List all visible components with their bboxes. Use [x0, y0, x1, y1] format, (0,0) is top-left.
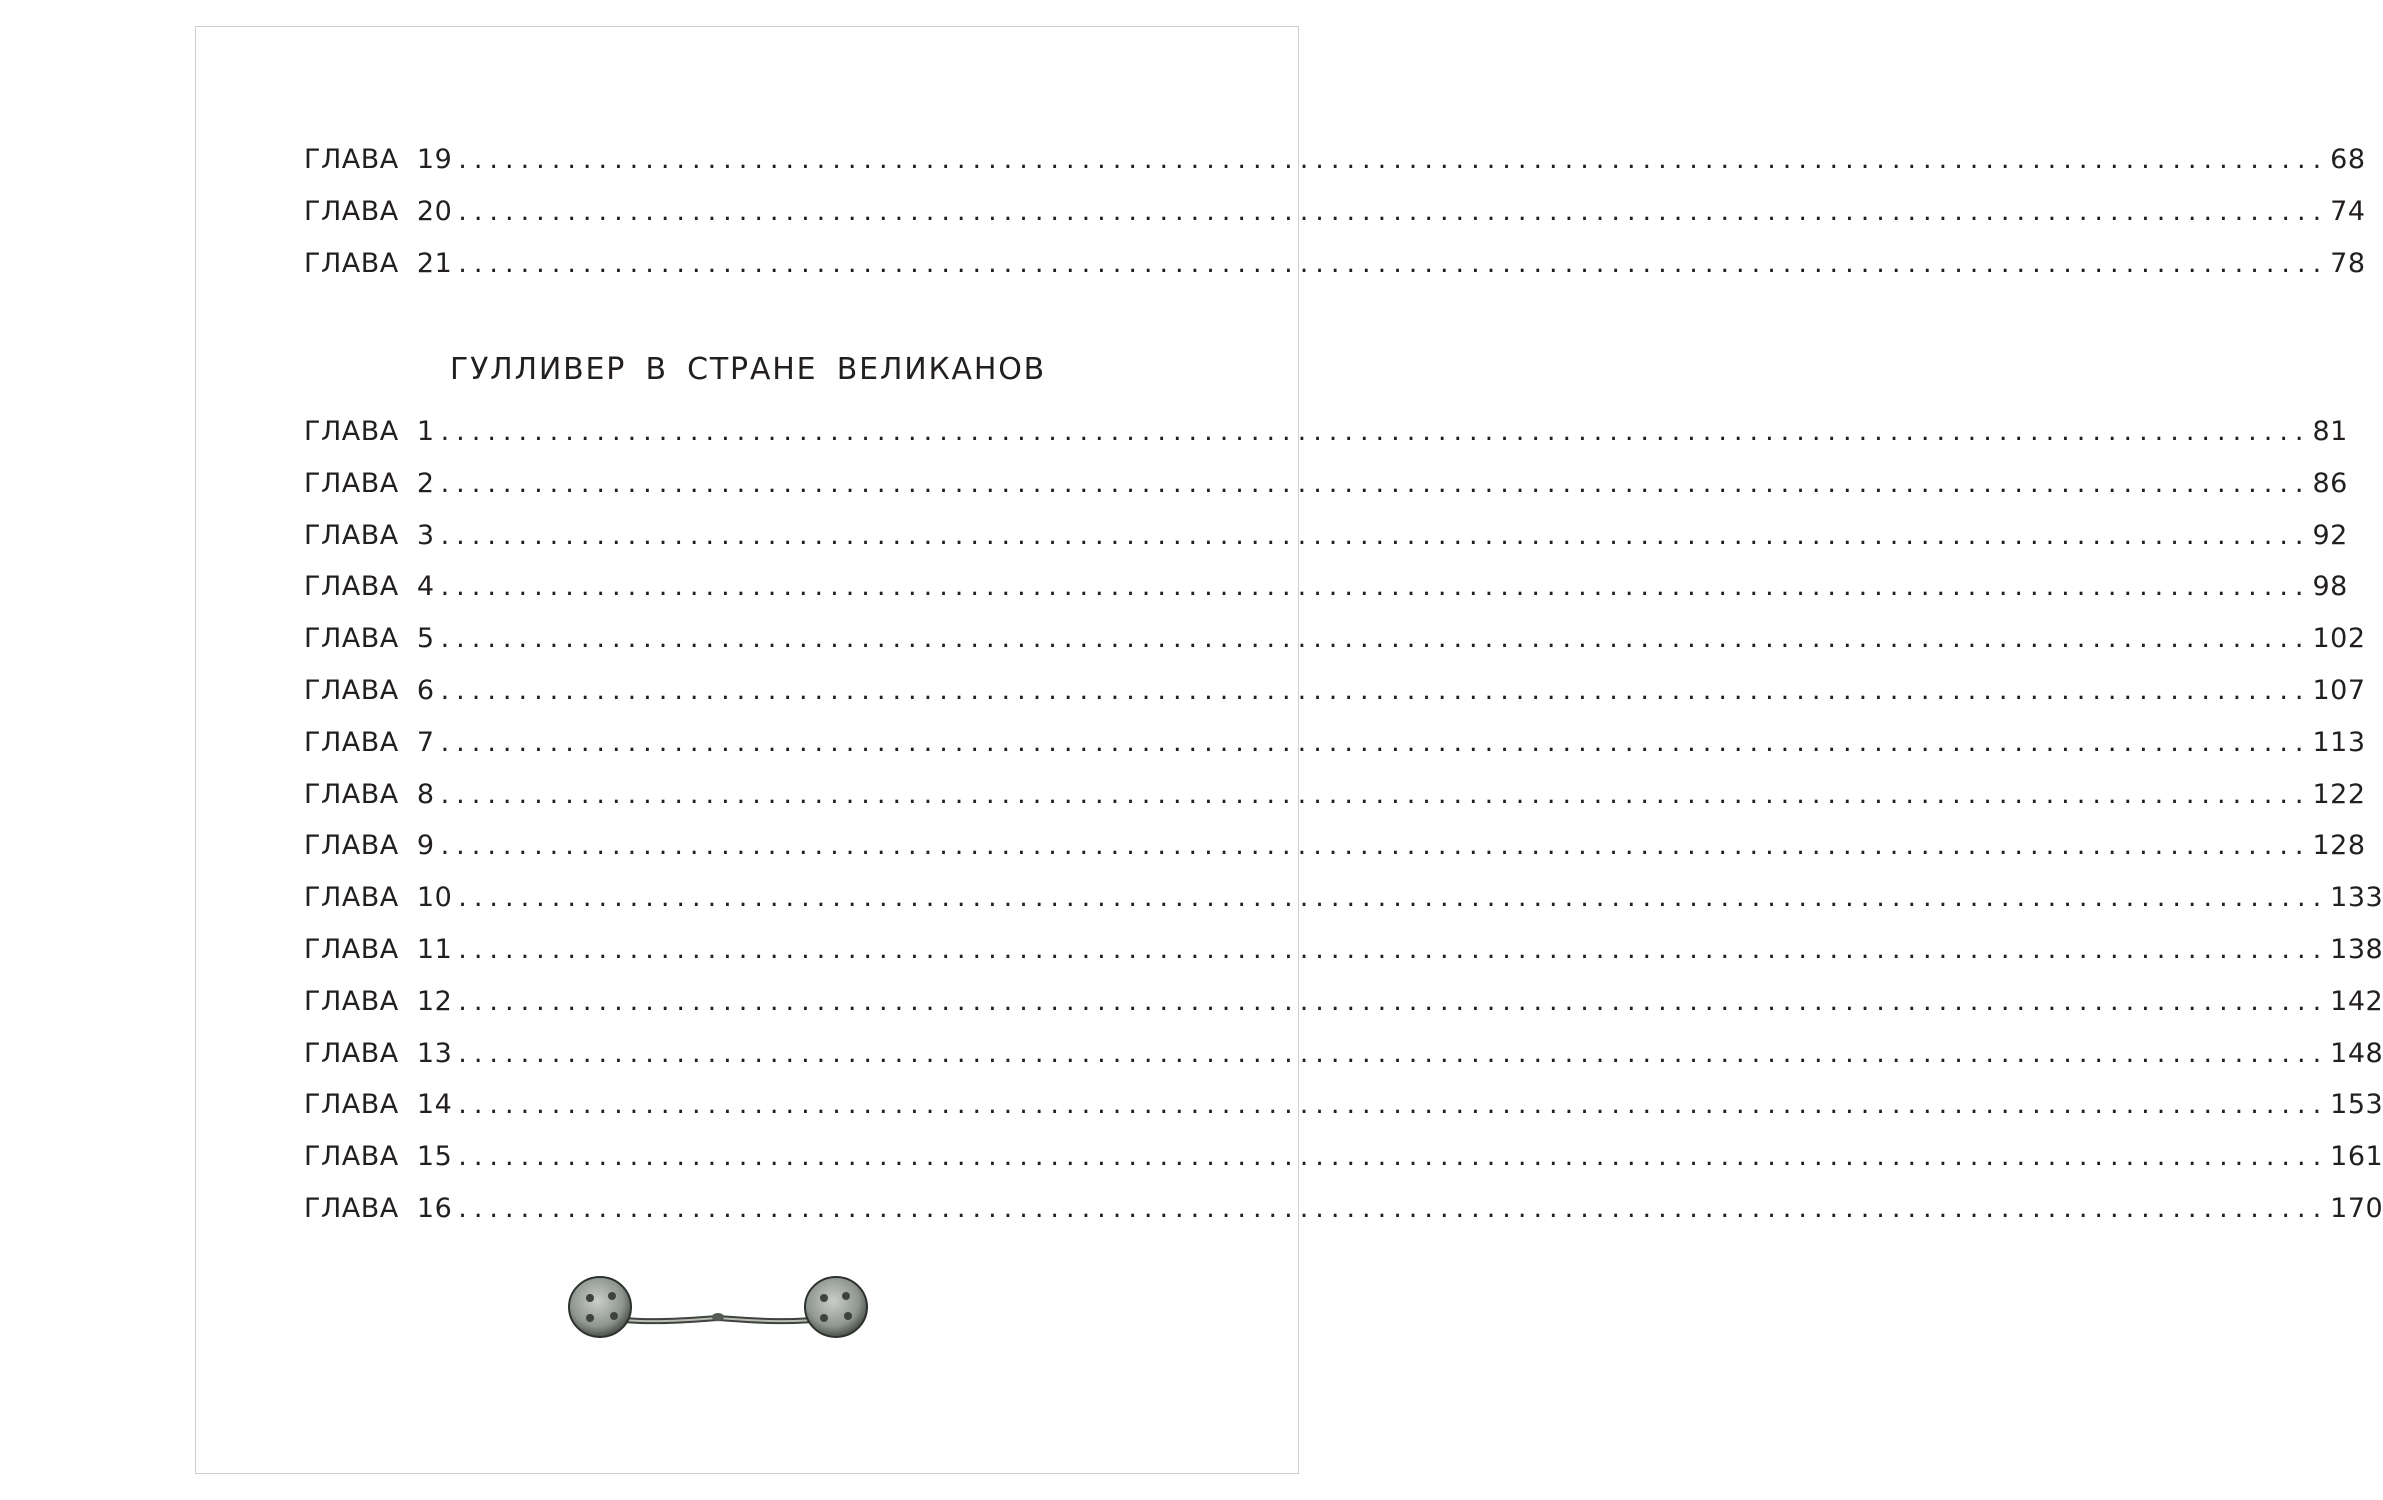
toc-dot-leader: ........................................................................................................................: [458, 1141, 2329, 1173]
toc-page-number: 148: [2330, 1037, 2383, 1069]
toc-page-number: 92: [2312, 519, 2348, 551]
toc-dot-leader: ........................................................................................................................: [440, 830, 2311, 862]
toc-page-number: 74: [2330, 195, 2366, 227]
toc-row[interactable]: [304, 933, 2383, 986]
toc-dot-leader: ........................................................................................................................: [458, 144, 2329, 175]
toc-dot-leader: ........................................................................................................................: [458, 1037, 2329, 1069]
toc-chapter-label: ГЛАВА 2: [304, 467, 435, 499]
toc-row[interactable]: [304, 571, 2348, 623]
toc-dot-leader: ........................................................................................................................: [458, 882, 2329, 914]
toc-row[interactable]: [304, 882, 2383, 934]
toc-chapter-label: ГЛАВА 3: [304, 519, 435, 551]
toc-chapter-label: ГЛАВА 6: [304, 674, 435, 706]
toc-dot-leader: ........................................................................................................................: [458, 1089, 2329, 1121]
toc-dot-leader: ........................................................................................................................: [440, 778, 2311, 810]
toc-row[interactable]: [304, 195, 2366, 248]
toc-row[interactable]: [304, 985, 2383, 1038]
toc-dot-leader: ........................................................................................................................: [458, 247, 2329, 279]
toc-dot-leader: ........................................................................................................................: [458, 195, 2329, 227]
toc-page-number: 122: [2312, 778, 2366, 810]
toc-page-number: 133: [2330, 882, 2383, 914]
toc-chapter-label: ГЛАВА 4: [304, 571, 435, 603]
toc-list-top: [304, 144, 2366, 299]
toc-row[interactable]: [304, 623, 2366, 675]
toc-chapter-label: ГЛАВА 5: [304, 623, 435, 655]
toc-page-number: 138: [2330, 933, 2383, 965]
toc-chapter-label: ГЛАВА 10: [304, 882, 453, 914]
toc-page-number: 107: [2312, 674, 2366, 706]
toc-page-number: 68: [2330, 144, 2366, 175]
toc-row[interactable]: [304, 144, 2366, 196]
toc-chapter-label: ГЛАВА 15: [304, 1141, 453, 1173]
toc-chapter-label: ГЛАВА 13: [304, 1037, 453, 1069]
toc-page-number: 102: [2312, 623, 2366, 655]
toc-chapter-label: ГЛАВА 7: [304, 726, 435, 758]
toc-chapter-label: ГЛАВА 21: [304, 247, 453, 279]
toc-dot-leader: ........................................................................................................................: [458, 933, 2329, 965]
toc-row[interactable]: [304, 416, 2348, 468]
toc-row[interactable]: [304, 1141, 2383, 1193]
toc-row[interactable]: [304, 1037, 2383, 1090]
toc-row[interactable]: [304, 467, 2348, 520]
toc-row[interactable]: [304, 674, 2366, 727]
toc-row[interactable]: [304, 1192, 2383, 1245]
toc-dot-leader: ........................................................................................................................: [440, 416, 2311, 447]
toc-chapter-label: ГЛАВА 1: [304, 416, 435, 447]
toc-page-number: 98: [2312, 571, 2348, 603]
toc-row[interactable]: [304, 830, 2366, 882]
toc-dot-leader: ........................................................................................................................: [458, 985, 2329, 1017]
toc-dot-leader: ........................................................................................................................: [440, 519, 2311, 551]
toc-row[interactable]: [304, 778, 2366, 831]
toc-row[interactable]: [304, 519, 2348, 572]
toc-dot-leader: ........................................................................................................................: [458, 1192, 2329, 1224]
section-title: ГУЛЛИВЕР В СТРАНЕ ВЕЛИКАНОВ: [449, 352, 1047, 387]
toc-chapter-label: ГЛАВА 14: [304, 1089, 453, 1121]
toc-dot-leader: ........................................................................................................................: [440, 623, 2311, 655]
toc-page-number: 170: [2330, 1192, 2383, 1224]
toc-chapter-label: ГЛАВА 8: [304, 778, 435, 810]
toc-chapter-label: ГЛАВА 16: [304, 1192, 453, 1224]
toc-page-number: 142: [2330, 985, 2383, 1017]
toc-page-number: 128: [2312, 830, 2366, 862]
toc-row[interactable]: [304, 1089, 2383, 1141]
toc-dot-leader: ........................................................................................................................: [440, 467, 2311, 499]
toc-page-number: 161: [2330, 1141, 2383, 1173]
toc-row[interactable]: [304, 726, 2366, 779]
toc-dot-leader: ........................................................................................................................: [440, 726, 2311, 758]
toc-list-section: [304, 416, 2383, 1245]
toc-page-number: 153: [2330, 1089, 2383, 1121]
door-handle-icon: [568, 1274, 868, 1353]
toc-row[interactable]: [304, 247, 2366, 300]
toc-chapter-label: ГЛАВА 9: [304, 830, 435, 862]
toc-dot-leader: ........................................................................................................................: [440, 571, 2311, 603]
toc-chapter-label: ГЛАВА 19: [304, 144, 453, 175]
toc-chapter-label: ГЛАВА 12: [304, 985, 453, 1017]
toc-page-number: 81: [2312, 416, 2348, 447]
toc-page-number: 113: [2312, 726, 2366, 758]
toc-chapter-label: ГЛАВА 11: [304, 933, 453, 965]
toc-page-number: 78: [2330, 247, 2366, 279]
toc-page-number: 86: [2312, 467, 2348, 499]
toc-chapter-label: ГЛАВА 20: [304, 195, 453, 227]
toc-dot-leader: ........................................................................................................................: [440, 674, 2311, 706]
book-page: [195, 26, 2383, 1474]
